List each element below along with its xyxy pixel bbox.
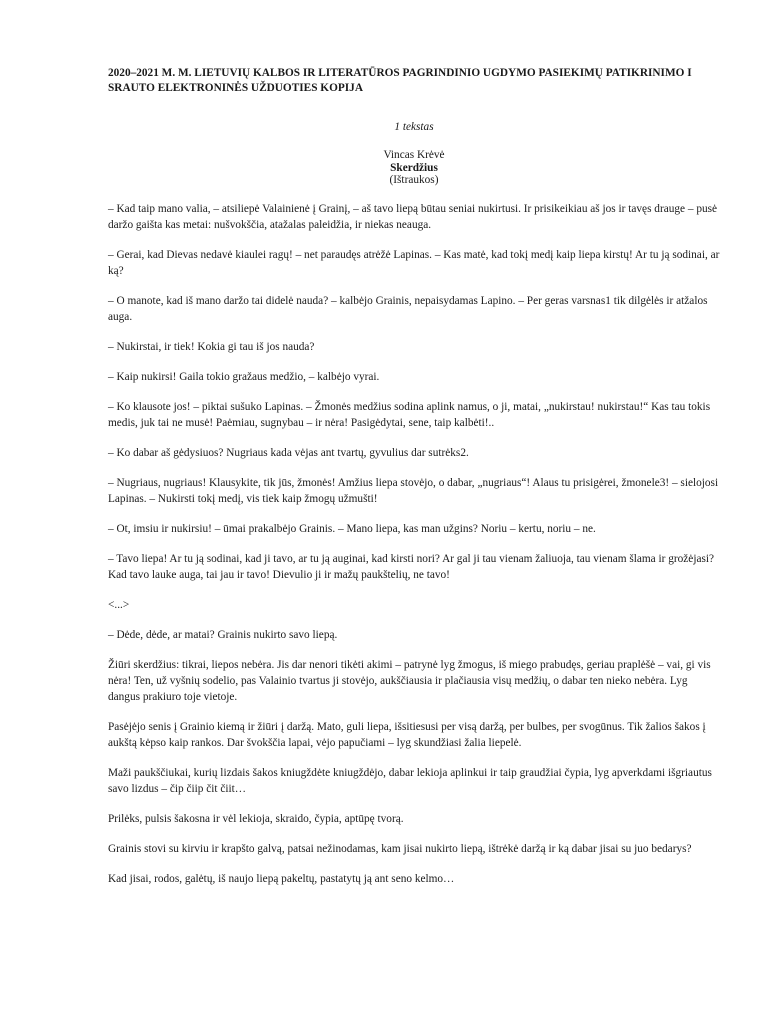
paragraph: – Kad taip mano valia, – atsiliepė Valainienė į Grainį, – aš tavo liepą būtau seniai nukirtusi. Ir prisikeikiau aš jos ir tavęs drauge – pusė daržo gaišta kas metai: nušvokščia, atažalas paleidžia, ir niekas neauga. (108, 202, 718, 231)
document-page (108, 66, 720, 901)
ellipsis-marker: <...> (108, 598, 130, 611)
text-body (108, 201, 720, 887)
paragraph: – Ot, imsiu ir nukirsiu! – ūmai prakalbėjo Grainis. – Mano liepa, kas man užgins? Noriu – kertu, noriu – ne. (108, 522, 596, 535)
author-name: Vincas Krėvė (383, 149, 445, 161)
work-title: Skerdžius (390, 161, 438, 174)
paragraph: – Ko dabar aš gėdysiuos? Nugriaus kada vėjas ant tvartų, gyvulius dar sutrėks2. (108, 446, 469, 459)
text-label: 1 tekstas (394, 121, 434, 133)
paragraph: – Kaip nukirsi! Gaila tokio gražaus medžio, – kalbėjo vyrai. (108, 370, 380, 383)
paragraph: Prilėks, pulsis šakosna ir vėl lekioja, skraido, čypia, aptūpę tvorą. (108, 812, 404, 825)
paragraph: Kad jisai, rodos, galėtų, iš naujo liepą pakeltų, pastatytų ją ant seno kelmo… (108, 872, 455, 885)
paragraph: – Dėde, dėde, ar matai? Grainis nukirto savo liepą. (108, 628, 338, 641)
paragraph: – Gerai, kad Dievas nedavė kiaulei ragų! – net paraudęs atrėžė Lapinas. – Kas matė, kad tokį medį kaip liepa kirstų! Ar tu ją sodinai, ar ką? (108, 248, 720, 277)
paragraph: – Nugriaus, nugriaus! Klausykite, tik jūs, žmonės! Amžius liepa stovėjo, o dabar, „nugriaus“! Alaus tu prisigėrei, žmonele3! – sielojosi Lapinas. – Nukirsti tokį medį, vis tiek kaip žmogų užmušti! (108, 476, 719, 505)
paragraph: – O manote, kad iš mano daržo tai didelė nauda? – kalbėjo Grainis, nepaisydamas Lapino. – Per geras varsnas1 tik dilgėlės ir atžalos auga. (108, 294, 708, 323)
paragraph: – Tavo liepa! Ar tu ją sodinai, kad ji tavo, ar tu ją auginai, kad kirsti nori? Ar gal ji tau vienam žaliuoja, tau vienam šlama ir grožėjasi? Kad tavo lauke auga, tai jau ir tavo! Dievulio ji ir mažų paukštelių, ne tavo! (108, 552, 715, 581)
paragraph: Pasėjėjo senis į Grainio kiemą ir žiūri į daržą. Mato, guli liepa, išsitiesusi per visą daržą, per bulbes, per svogūnus. Tik žalios šakos į aukštą kėpso kaip rankos. Dar švokščia lapai, vėjo papučiami – lyg skundžiasi žalia liepelė. (108, 720, 706, 749)
paragraph: – Ko klausote jos! – piktai sušuko Lapinas. – Žmonės medžius sodina aplink namus, o ji, matai, „nukirstau! nukirstau!“ Kas tau tokis medis, juk tai ne musė! Paėmiau, sugnybau – ir nėra! Pasigėdytai, sene, taip kalbėti!.. (108, 400, 711, 429)
paragraph: Žiūri skerdžius: tikrai, liepos nebėra. Jis dar nenori tikėti akimi – patrynė lyg žmogus, iš miego prabudęs, geriau praplėšė – vai, gi vis nėra! Ten, už vyšnių sodelio, pas Valainio tvartus ji stovėjo, aukščiausia ir plačiausia visų medžių, o dabar ten nieko nebėra. Lyg dangus prakiuro toje vietoje. (108, 658, 711, 703)
author-block (108, 149, 720, 187)
work-subtitle: (Ištraukos) (389, 174, 439, 186)
paragraph: Maži paukščiukai, kurių lizdais šakos kniugždėte kniugždėjo, dabar lekioja aplinkui ir taip graudžiai čypia, lyg apverkdami išgriautus savo lizdus – čip čiip čit čiit… (108, 766, 712, 795)
paragraph: Grainis stovi su kirviu ir krapšto galvą, patsai nežinodamas, kam jisai nukirto liepą, ištrėkė daržą ir ką dabar jisai su juo bedarys? (108, 842, 692, 855)
document-heading: 2020–2021 M. M. LIETUVIŲ KALBOS IR LITERATŪROS PAGRINDINIO UGDYMO PASIEKIMŲ PATIKRINIMO I SRAUTO ELEKTRONINĖS UŽDUOTIES KOPIJA (108, 67, 692, 94)
paragraph: – Nukirstai, ir tiek! Kokia gi tau iš jos nauda? (108, 340, 315, 353)
